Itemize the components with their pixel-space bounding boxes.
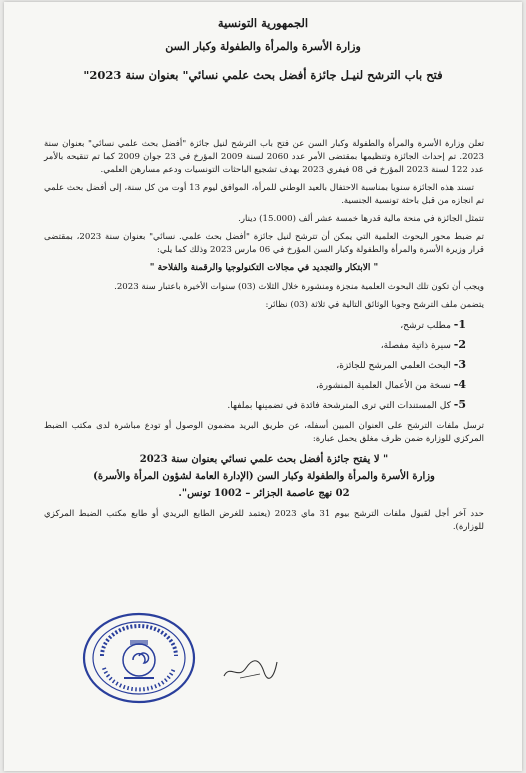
ministry-name: وزارة الأسرة والمرأة والطفولة وكبار السن xyxy=(165,40,361,53)
envelope-line: وزارة الأسرة والمرأة والطفولة وكبار السن (الإدارة العامة لشؤون المرأة والأسرة) xyxy=(93,471,435,482)
list-item: 3- البحث العلمي المرشح للجائزة، xyxy=(336,358,466,371)
list-item: 2- سيرة ذاتية مفصلة، xyxy=(380,338,466,351)
document-page xyxy=(4,2,522,771)
list-item: 4- نسخة من الأعمال العلمية المنشورة، xyxy=(316,378,466,391)
deadline-paragraph: حدد آخر أجل لقبول ملفات الترشح بيوم 31 ماي 2023 (يعتمد للغرض الطابع البريدي أو طابع مكتب الضبط المركزي للوزارة). xyxy=(44,509,484,532)
prize-paragraph: تتمثل الجائزة في منحة مالية قدرها خمسة عشر ألف (15.000) دينار. xyxy=(238,214,484,224)
announcement-title: فتح باب الترشح لنيـل جائزة أفضل بحث علمي نسائي" بعنوان سنة 2023" xyxy=(83,68,443,82)
list-item: 1- مطلب ترشح، xyxy=(400,318,466,331)
sending-paragraph: ترسل ملفات الترشح على العنوان المبين أسفله، عن طريق البريد مضمون الوصول أو تودع مباشرة لدى مكتب الضبط المركزي للوزارة ضمن ظرف مغلق يحمل عبارة: xyxy=(44,421,484,444)
official-stamp xyxy=(80,610,198,706)
award-paragraph: تسند هذه الجائزة سنويا بمناسبة الاحتفال بالعيد الوطني للمرأة، الموافق ليوم 13 أوت من كل سنة، إلى أفضل بحث علمي تم انجازه من قبل باحثة تونسية الجنسية. xyxy=(44,183,484,206)
file-intro: يتضمن ملف الترشح وجوبا الوثائق التالية في ثلاثة (03) نظائر: xyxy=(265,300,484,310)
intro-paragraph: تعلن وزارة الأسرة والمرأة والطفولة وكبار السن عن فتح باب الترشح لنيل جائزة "أفضل بحث علمي نسائي" بعنوان سنة 2023. تم إحداث الجائزة وتنظيمها بمقتضى الأمر عدد 2060 لسنة 2009 المؤرخ في 23 جوان 2009 كما تم تنقيحه بالأمر عدد 122 لسنة 2023 المؤرخ في 08 فيفري 2023 بهدف تشجيع الباحثات التونسيات ودعم مسارهن العلمي. xyxy=(44,139,484,175)
research-axis-paragraph: تم ضبط محور البحوث العلمية التي يمكن أن تترشح لنيل جائزة "أفضل بحث علمي. نسائي" بعنوان سنة 2023، بمقتضى قرار وزيرة الأسرة والمرأة والطفولة وكبار السن المؤرخ في 06 مارس 2023 وذلك كما يلي: xyxy=(44,232,485,255)
country-name: الجمهورية التونسية xyxy=(217,16,309,30)
envelope-line: " لا يفتح جائزة أفضل بحث علمي نسائي بعنوان سنة 2023 xyxy=(139,454,389,465)
handwritten-signature xyxy=(220,654,280,684)
envelope-line: 02 نهج عاصمة الجزائر – 1002 تونس". xyxy=(178,488,350,499)
announcement-body xyxy=(44,138,484,539)
envelope-text xyxy=(44,451,484,502)
list-item: 5- كل المستندات التي ترى المترشحة فائدة في تضمينها بملفها. xyxy=(227,398,466,411)
requirements-list xyxy=(44,317,466,414)
research-theme: " الابتكار والتجديد في مجالات التكنولوجيا والرقمنة والفلاحة " xyxy=(149,263,379,273)
condition-paragraph: ويجب أن تكون تلك البحوث العلمية منجزة ومنشورة خلال الثلاث (03) سنوات الأخيرة باعتبار سنة 2023. xyxy=(114,282,484,292)
